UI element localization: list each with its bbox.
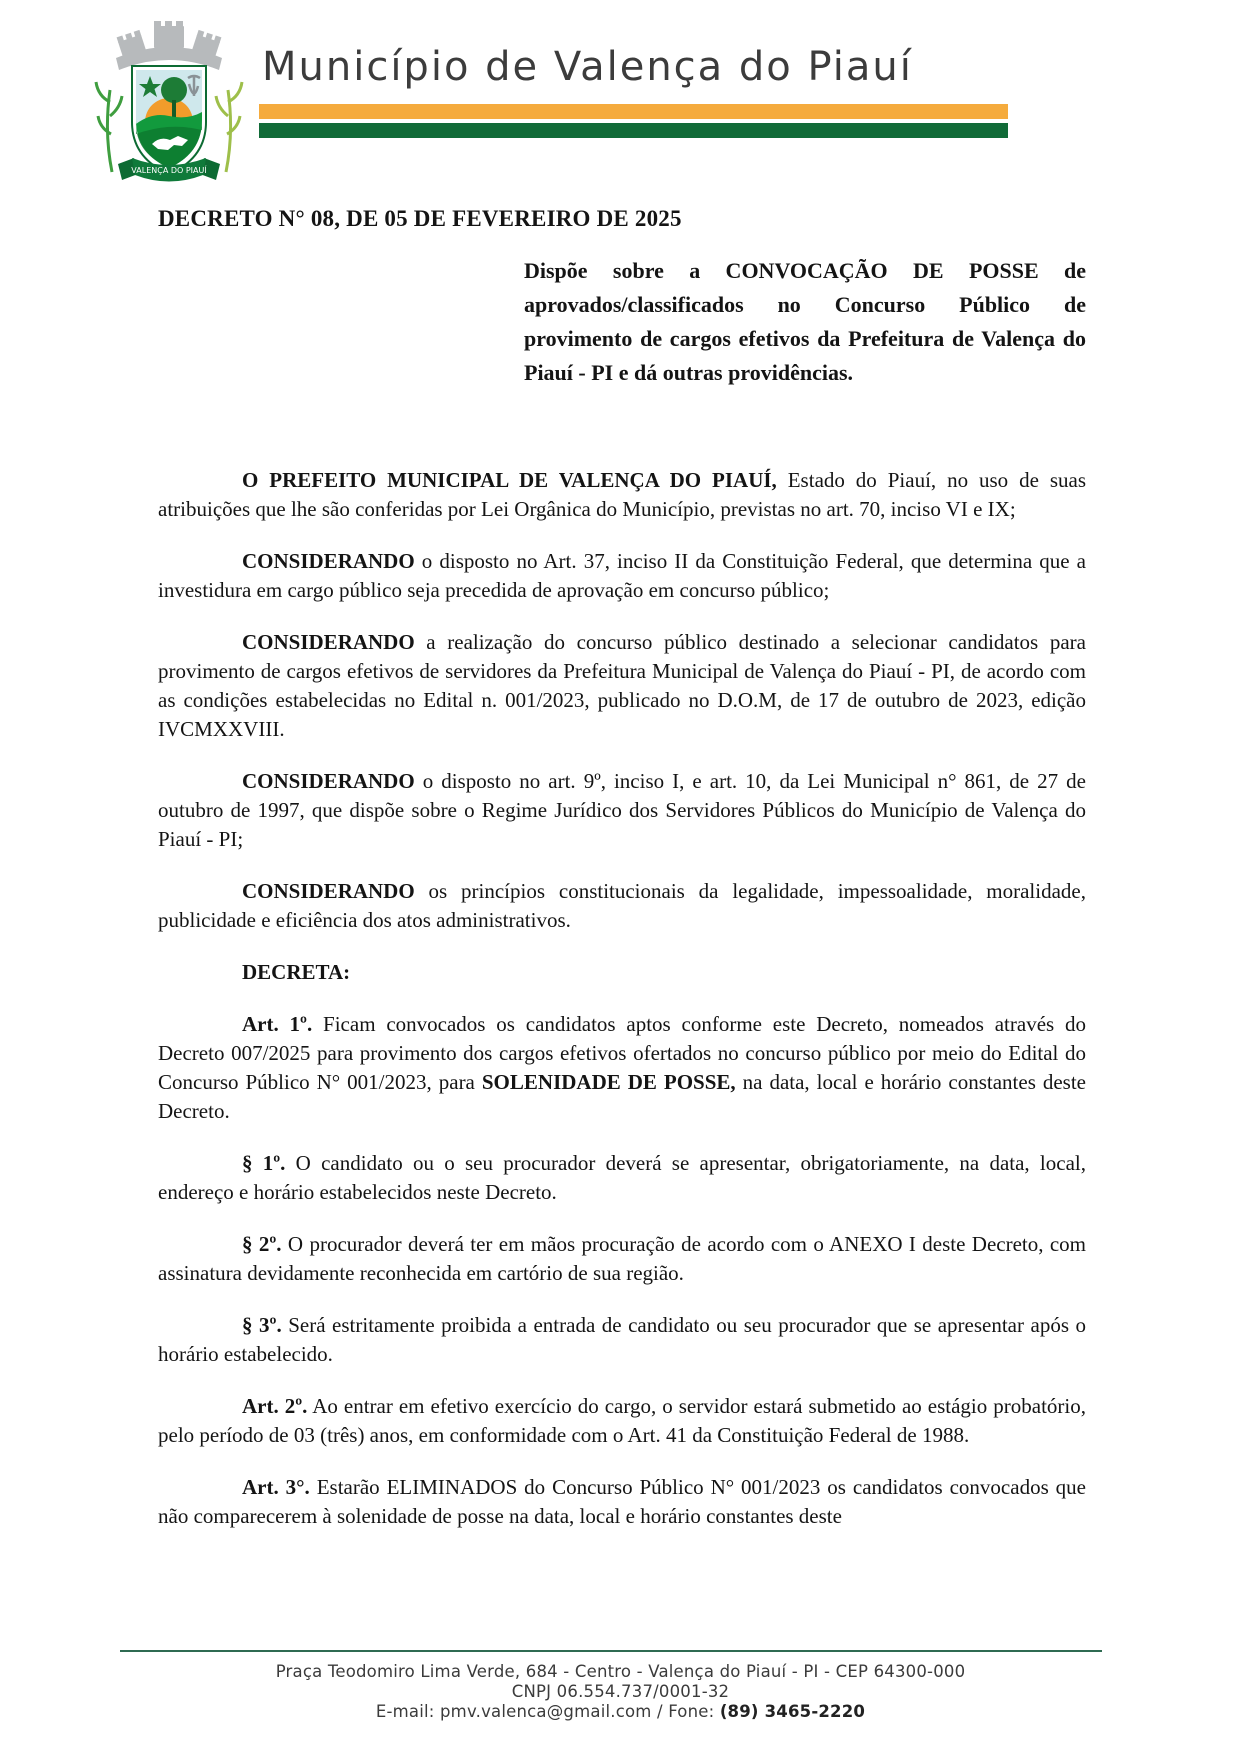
body-paragraph xyxy=(158,1311,1086,1369)
paragraph-text: na data, local e horário constantes deste Decreto. xyxy=(158,1070,1086,1123)
paragraph-bold-text: SOLENIDADE DE POSSE, xyxy=(481,1070,736,1094)
ementa: Dispõe sobre a CONVOCAÇÃO DE POSSE de aprovados/classificados no Concurso Público de provimento de cargos efetivos da Prefeitura de Valença do Piauí - PI e dá outras providências. xyxy=(524,258,1086,385)
footer-contact-prefix: E-mail: pmv.valenca@gmail.com / Fone: xyxy=(375,1702,720,1721)
paragraph-text: Ao entrar em efetivo exercício do cargo, o servidor estará submetido ao estágio probatório, pelo período de 03 (três) anos, em conformidade com o Art. 41 da Constituição Federal de 1988. xyxy=(158,1394,1086,1447)
body-paragraph xyxy=(158,466,1086,524)
paragraph-text: O procurador deverá ter em mãos procuração de acordo com o ANEXO I deste Decreto, com assinatura devidamente reconhecida em cartório de sua região. xyxy=(158,1232,1087,1285)
paragraph-bold-text: DECRETA: xyxy=(242,960,351,984)
footer-divider xyxy=(120,1650,1102,1652)
page-footer xyxy=(0,1662,1241,1722)
body-paragraph xyxy=(158,1230,1086,1288)
paragraph-text: Estarão ELIMINADOS do Concurso Público N° 001/2023 os candidatos convocados que não comparecerem à solenidade de posse na data, local e horário constantes deste xyxy=(158,1475,1086,1528)
paragraph-bold-text: CONSIDERANDO xyxy=(242,879,415,903)
paragraph-bold-text: Art. 1º. xyxy=(242,1012,313,1036)
paragraph-text: o disposto no Art. 37, inciso II da Constituição Federal, que determina que a investidura em cargo público seja precedida de aprovação em concurso público; xyxy=(158,549,1086,602)
body-paragraph xyxy=(158,547,1086,605)
body-paragraph xyxy=(158,958,1086,987)
paragraph-bold-text: CONSIDERANDO xyxy=(242,769,415,793)
paragraph-text: O candidato ou o seu procurador deverá se apresentar, obrigatoriamente, na data, local, endereço e horário estabelecidos neste Decreto. xyxy=(158,1151,1086,1204)
header-accent-bar-green xyxy=(259,123,1008,138)
footer-contact xyxy=(0,1702,1241,1722)
ribbon-text: VALENÇA DO PIAUÍ xyxy=(131,166,207,175)
footer-phone: (89) 3465-2220 xyxy=(719,1702,866,1721)
footer-address: Praça Teodomiro Lima Verde, 684 - Centro - Valença do Piauí - PI - CEP 64300-000 xyxy=(275,1662,966,1681)
paragraph-bold-text: CONSIDERANDO xyxy=(242,630,415,654)
paragraph-text: Ficam convocados os candidatos aptos conforme este Decreto, nomeados através do Decreto 007/2025 para provimento dos cargos efetivos ofertados no concurso público por meio do Edital do Concurso Público N° 001/2023, para xyxy=(158,1012,1086,1094)
paragraph-text: Estado do Piauí, no uso de suas atribuições que lhe são conferidas por Lei Orgânica do Município, previstas no art. 70, inciso VI e IX; xyxy=(158,468,1086,521)
paragraph-bold-text: Art. 2º. xyxy=(242,1394,308,1418)
paragraph-bold-text: § 2º. xyxy=(242,1232,282,1256)
paragraph-text: a realização do concurso público destinado a selecionar candidatos para provimento de cargos efetivos de servidores da Prefeitura Municipal de Valença do Piauí - PI, de acordo com as condições estabelecidas no Edital n. 001/2023, publicado no D.O.M, de 17 de outubro de 2023, edição IVCMXXVIII. xyxy=(158,630,1086,741)
corn-stalk-right-icon xyxy=(216,82,242,172)
paragraph-text: Será estritamente proibida a entrada de candidato ou seu procurador que se apresentar após o horário estabelecido. xyxy=(158,1313,1086,1366)
paragraph-bold-text: § 3º. xyxy=(242,1313,282,1337)
paragraph-bold-text: § 1º. xyxy=(242,1151,286,1175)
footer-cnpj: CNPJ 06.554.737/0001-32 xyxy=(511,1682,730,1701)
body-paragraph xyxy=(158,1473,1086,1531)
paragraph-text: o disposto no art. 9º, inciso I, e art. 10, da Lei Municipal n° 861, de 27 de outubro de 1997, que dispõe sobre o Regime Jurídico dos Servidores Públicos do Município de Valença do Piauí - PI; xyxy=(158,769,1086,851)
municipality-name: Município de Valença do Piauí xyxy=(262,44,913,90)
shield-icon xyxy=(132,66,206,174)
body-paragraph xyxy=(158,877,1086,935)
body-paragraph xyxy=(158,628,1086,744)
paragraph-bold-text: Art. 3°. xyxy=(242,1475,310,1499)
body-paragraph xyxy=(158,1149,1086,1207)
body-paragraph xyxy=(158,1010,1086,1126)
body-paragraph xyxy=(158,1392,1086,1450)
header-accent-bar-orange xyxy=(259,104,1008,119)
body-paragraph xyxy=(158,767,1086,854)
crown-icon xyxy=(116,21,222,70)
paragraph-bold-text: O PREFEITO MUNICIPAL DE VALENÇA DO PIAUÍ, xyxy=(242,468,777,492)
corn-stalk-left-icon xyxy=(96,82,122,172)
decree-body xyxy=(158,466,1086,1554)
paragraph-text: os princípios constitucionais da legalidade, impessoalidade, moralidade, publicidade e eficiência dos atos administrativos. xyxy=(158,879,1086,932)
paragraph-bold-text: CONSIDERANDO xyxy=(242,549,415,573)
decree-title: DECRETO N° 08, DE 05 DE FEVEREIRO DE 2025 xyxy=(158,206,682,231)
coat-of-arms xyxy=(90,12,248,190)
